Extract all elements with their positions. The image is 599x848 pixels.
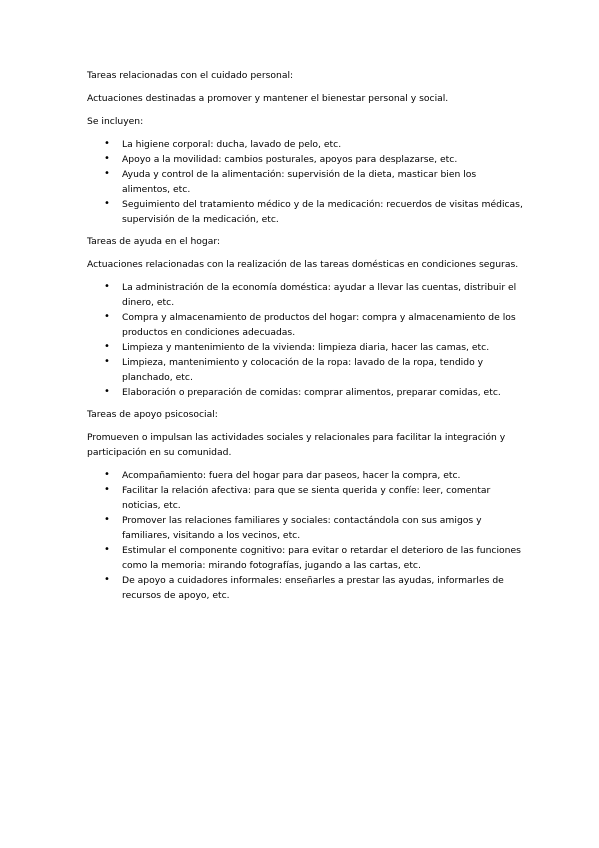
section-description-personal-care: Actuaciones destinadas a promover y mantener el bienestar personal y social. <box>87 93 449 104</box>
list-item <box>87 340 527 355</box>
list-item <box>87 152 527 167</box>
list-item <box>87 513 527 543</box>
list-item-text: Apoyo a la movilidad: cambios posturales, apoyos para desplazarse, etc. <box>122 154 458 165</box>
personal-care-list <box>87 137 527 227</box>
list-item <box>87 280 527 310</box>
section-heading-personal-care: Tareas relacionadas con el cuidado personal: <box>87 70 294 81</box>
list-item <box>87 137 527 152</box>
list-item-text: Facilitar la relación afectiva: para que se sienta querida y confíe: leer, comentar noticias, etc. <box>122 485 491 511</box>
list-item-text: Limpieza y mantenimiento de la vivienda: limpieza diaria, hacer las camas, etc. <box>122 342 490 353</box>
list-item-text: Compra y almacenamiento de productos del hogar: compra y almacenamiento de los productos en condiciones adecuadas. <box>122 312 516 338</box>
list-item-text: La higiene corporal: ducha, lavado de pelo, etc. <box>122 139 342 150</box>
list-item <box>87 573 527 603</box>
bullet-icon: • <box>104 484 110 495</box>
list-item <box>87 310 527 340</box>
list-item <box>87 197 527 227</box>
bullet-icon: • <box>104 356 110 367</box>
bullet-icon: • <box>104 311 110 322</box>
list-item-text: Ayuda y control de la alimentación: supervisión de la dieta, masticar bien los alimentos, etc. <box>122 169 477 195</box>
section-description-home-help: Actuaciones relacionadas con la realización de las tareas domésticas en condiciones seguras. <box>87 259 519 270</box>
bullet-icon: • <box>104 153 110 164</box>
list-item <box>87 468 527 483</box>
list-item-text: Seguimiento del tratamiento médico y de la medicación: recuerdos de visitas médicas, supervisión de la medicación, etc. <box>122 199 523 225</box>
list-item-text: De apoyo a cuidadores informales: enseñarles a prestar las ayudas, informarles de recursos de apoyo, etc. <box>122 575 504 601</box>
list-item <box>87 543 527 573</box>
list-item-text: Limpieza, mantenimiento y colocación de la ropa: lavado de la ropa, tendido y planchado, etc. <box>122 357 484 383</box>
home-help-list <box>87 280 527 400</box>
bullet-icon: • <box>104 168 110 179</box>
list-item-text: Estimular el componente cognitivo: para evitar o retardar el deterioro de las funciones como la memoria: mirando fotografías, jugando a las cartas, etc. <box>122 545 521 571</box>
bullet-icon: • <box>104 386 110 397</box>
bullet-icon: • <box>104 469 110 480</box>
list-item <box>87 167 527 197</box>
document-page <box>87 68 527 610</box>
bullet-icon: • <box>104 281 110 292</box>
section-heading-psychosocial: Tareas de apoyo psicosocial: <box>87 409 218 420</box>
list-item-text: Elaboración o preparación de comidas: comprar alimentos, preparar comidas, etc. <box>122 387 501 398</box>
list-item-text: Promover las relaciones familiares y sociales: contactándola con sus amigos y familiares, visitando a los vecinos, etc. <box>122 515 482 541</box>
list-item-text: La administración de la economía doméstica: ayudar a llevar las cuentas, distribuir el dinero, etc. <box>122 282 517 308</box>
psychosocial-list <box>87 468 527 603</box>
bullet-icon: • <box>104 574 110 585</box>
section-description-psychosocial: Promueven o impulsan las actividades sociales y relacionales para facilitar la integración y participación en su comunidad. <box>87 432 506 458</box>
bullet-icon: • <box>104 514 110 525</box>
list-item <box>87 355 527 385</box>
list-item-text: Acompañamiento: fuera del hogar para dar paseos, hacer la compra, etc. <box>122 470 461 481</box>
bullet-icon: • <box>104 138 110 149</box>
section-intro: Se incluyen: <box>87 116 144 127</box>
list-item <box>87 483 527 513</box>
section-heading-home-help: Tareas de ayuda en el hogar: <box>87 236 221 247</box>
bullet-icon: • <box>104 341 110 352</box>
bullet-icon: • <box>104 198 110 209</box>
list-item <box>87 385 527 400</box>
bullet-icon: • <box>104 544 110 555</box>
